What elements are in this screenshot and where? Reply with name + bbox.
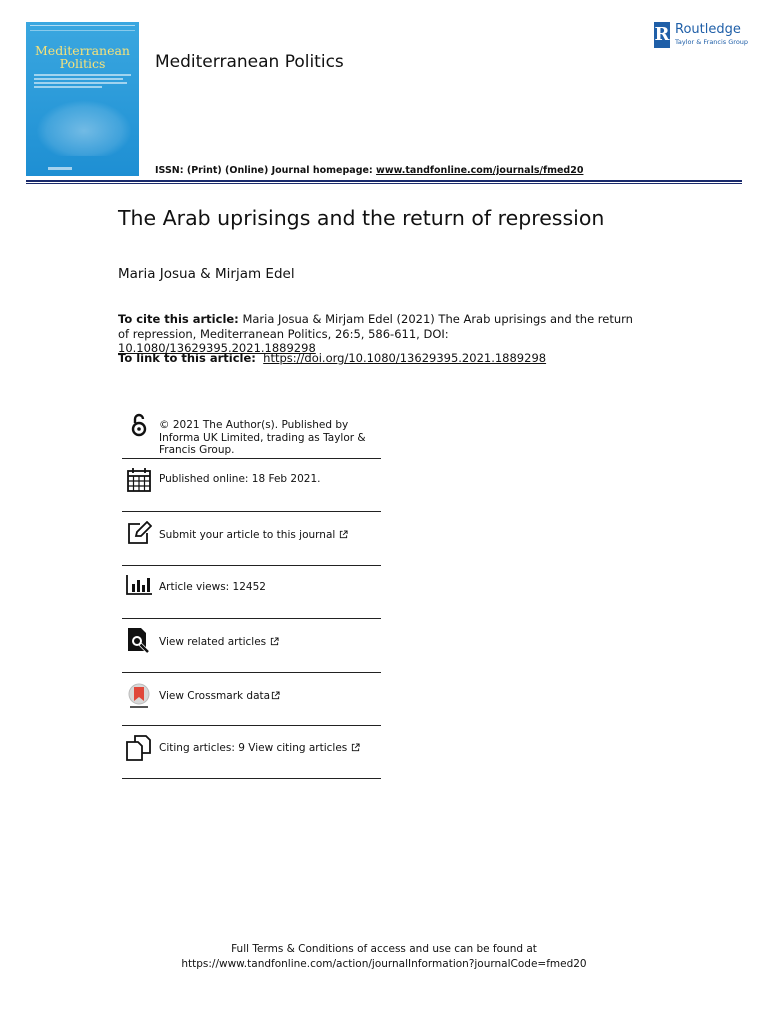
open-access-text: © 2021 The Author(s). Published by Informa UK Limited, trading as Taylor & Francis Group. xyxy=(159,419,366,456)
info-row-submit[interactable] xyxy=(122,512,381,566)
document-search-icon xyxy=(126,627,152,653)
cover-title-line1: Mediterranean xyxy=(35,43,130,58)
submit-article-link[interactable] xyxy=(159,529,348,542)
external-link-icon xyxy=(351,743,360,752)
routledge-r-icon: R xyxy=(654,22,670,48)
cover-map-graphic xyxy=(36,100,132,156)
citation-block xyxy=(118,312,638,356)
citing-articles-icon xyxy=(126,735,152,761)
cover-publisher-mark xyxy=(48,167,72,170)
crossmark-label: View Crossmark data xyxy=(159,690,271,702)
bar-chart-icon xyxy=(126,573,152,599)
open-access-icon xyxy=(126,412,152,438)
cover-title-line2: Politics xyxy=(59,56,106,71)
calendar-icon xyxy=(126,467,152,493)
info-row-views xyxy=(122,566,381,619)
crossmark-icon xyxy=(126,683,152,709)
journal-cover xyxy=(26,22,139,176)
article-info-list xyxy=(122,410,381,779)
related-articles-link[interactable] xyxy=(159,636,279,649)
external-link-icon xyxy=(270,637,279,646)
link-label: To link to this article: xyxy=(118,351,256,365)
crossmark-link[interactable] xyxy=(159,690,280,703)
article-views: Article views: 12452 xyxy=(159,581,266,593)
issn-text: ISSN: (Print) (Online) Journal homepage: xyxy=(155,165,377,176)
info-row-citing[interactable] xyxy=(122,726,381,779)
journal-homepage-link[interactable]: www.tandfonline.com/journals/fmed20 xyxy=(376,165,584,176)
submit-article-label: Submit your article to this journal xyxy=(159,529,336,541)
footer-terms xyxy=(0,942,768,971)
link-block xyxy=(118,351,546,365)
cover-title xyxy=(26,44,139,70)
info-row-published xyxy=(122,459,381,512)
info-row-related[interactable] xyxy=(122,619,381,673)
cite-text: Maria Josua & Mirjam Edel (2021) The Arab uprisings and the return of repression, Mediterranean Politics, 26:5, 586-611, DOI: xyxy=(118,312,633,341)
published-date: Published online: 18 Feb 2021. xyxy=(159,473,321,485)
article-title: The Arab uprisings and the return of repression xyxy=(118,206,605,230)
publisher-sub: Taylor & Francis Group xyxy=(675,38,749,46)
citing-articles-link[interactable] xyxy=(159,742,360,755)
cover-text-lines xyxy=(34,74,131,90)
external-link-icon xyxy=(339,530,348,539)
citing-articles-label: Citing articles: 9 View citing articles xyxy=(159,742,348,754)
journal-name: Mediterranean Politics xyxy=(155,52,344,72)
related-articles-label: View related articles xyxy=(159,636,267,648)
cite-label: To cite this article: xyxy=(118,312,239,326)
article-doi-link[interactable]: https://doi.org/10.1080/13629395.2021.1889298 xyxy=(263,351,547,365)
header-rule xyxy=(26,180,742,182)
header-rule-thin xyxy=(26,183,742,184)
cite-doi-link[interactable]: 10.1080/13629395.2021.1889298 xyxy=(118,341,316,355)
info-row-open-access xyxy=(122,410,381,459)
issn-line xyxy=(155,165,583,176)
external-link-icon xyxy=(271,691,280,700)
footer-terms-link[interactable]: https://www.tandfonline.com/action/journalInformation?journalCode=fmed20 xyxy=(181,957,587,970)
footer-line1: Full Terms & Conditions of access and use can be found at xyxy=(231,943,537,955)
cover-header-band xyxy=(30,25,135,31)
info-row-crossmark[interactable] xyxy=(122,673,381,726)
article-authors: Maria Josua & Mirjam Edel xyxy=(118,266,295,282)
publisher-name: Routledge xyxy=(675,22,741,37)
edit-icon xyxy=(126,521,152,547)
